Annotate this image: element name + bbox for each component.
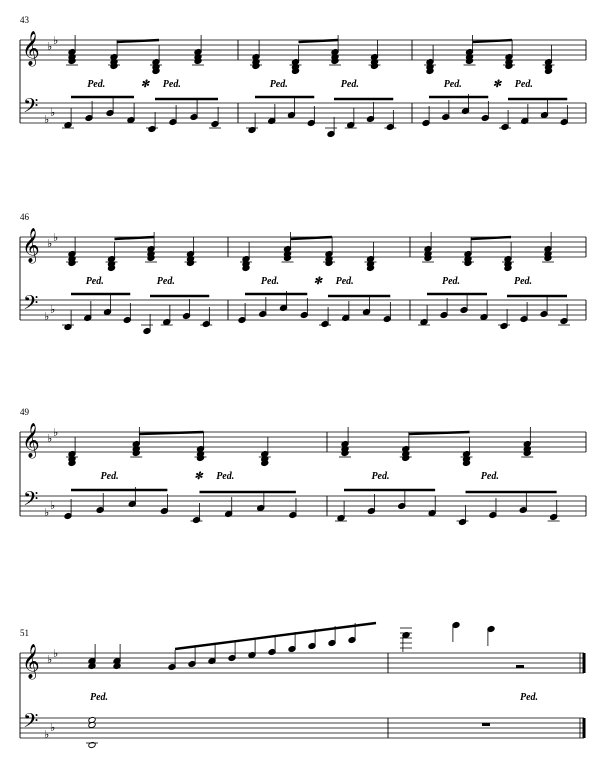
half-rest <box>516 665 524 668</box>
bass-clef: 𝄢 <box>23 94 39 122</box>
pedal-release: ✻ <box>140 79 150 90</box>
whole-note <box>88 741 96 748</box>
system-2 <box>20 212 586 335</box>
pedal-mark: Ped. <box>162 79 181 90</box>
bass-clef: 𝄢 <box>23 291 39 319</box>
treble-clef: 𝄞 <box>22 423 40 458</box>
pedal-mark: Ped. <box>480 471 499 482</box>
measure-number: 49 <box>20 407 29 417</box>
pedal-mark: Ped. <box>371 471 390 482</box>
pedal-release: ✻ <box>313 276 322 287</box>
measure-number: 43 <box>20 15 29 25</box>
treble-clef: 𝄞 <box>22 31 40 66</box>
flat-sign: ♭ <box>47 432 53 445</box>
bass-clef: 𝄢 <box>23 709 39 737</box>
flat-sign: ♭ <box>47 237 53 250</box>
flat-sign: ♭ <box>53 426 59 439</box>
flat-sign: ♭ <box>44 310 50 323</box>
pedal-mark: Ped. <box>100 471 119 482</box>
pedal-mark: Ped. <box>443 79 462 90</box>
pedal-mark: Ped. <box>156 276 175 287</box>
pedal-mark: Ped. <box>520 692 539 703</box>
flat-sign: ♭ <box>50 106 56 119</box>
pedal-mark: Ped. <box>514 79 533 90</box>
pedal-release: ✻ <box>492 79 502 90</box>
pedal-mark: Ped. <box>90 692 109 703</box>
flat-sign: ♭ <box>47 653 53 666</box>
pedal-mark: Ped. <box>87 79 106 90</box>
flat-sign: ♭ <box>50 303 56 316</box>
treble-clef: 𝄞 <box>22 644 40 679</box>
pedal-mark: Ped. <box>260 276 279 287</box>
flat-sign: ♭ <box>47 40 53 53</box>
treble-clef: 𝄞 <box>22 228 40 263</box>
flat-sign: ♭ <box>50 721 56 734</box>
flat-sign: ♭ <box>53 647 59 660</box>
pedal-mark: Ped. <box>340 79 359 90</box>
pedal-mark: Ped. <box>269 79 288 90</box>
pedal-mark: Ped. <box>216 471 235 482</box>
flat-sign: ♭ <box>53 34 59 47</box>
flat-sign: ♭ <box>53 231 59 244</box>
pedal-mark: Ped. <box>442 276 461 287</box>
measure-number: 46 <box>20 212 29 222</box>
pedal-mark: Ped. <box>514 276 533 287</box>
whole-rest <box>482 723 490 726</box>
pedal-release: ✻ <box>194 471 203 482</box>
flat-sign: ♭ <box>44 113 50 126</box>
bass-clef: 𝄢 <box>23 487 39 515</box>
pedal-mark: Ped. <box>335 276 354 287</box>
flat-sign: ♭ <box>44 506 50 519</box>
pedal-mark: Ped. <box>85 276 104 287</box>
system-4 <box>20 621 584 748</box>
measure-number: 51 <box>20 628 29 638</box>
flat-sign: ♭ <box>50 499 56 512</box>
system-1 <box>20 15 586 138</box>
system-3 <box>20 407 586 526</box>
flat-sign: ♭ <box>44 728 50 741</box>
